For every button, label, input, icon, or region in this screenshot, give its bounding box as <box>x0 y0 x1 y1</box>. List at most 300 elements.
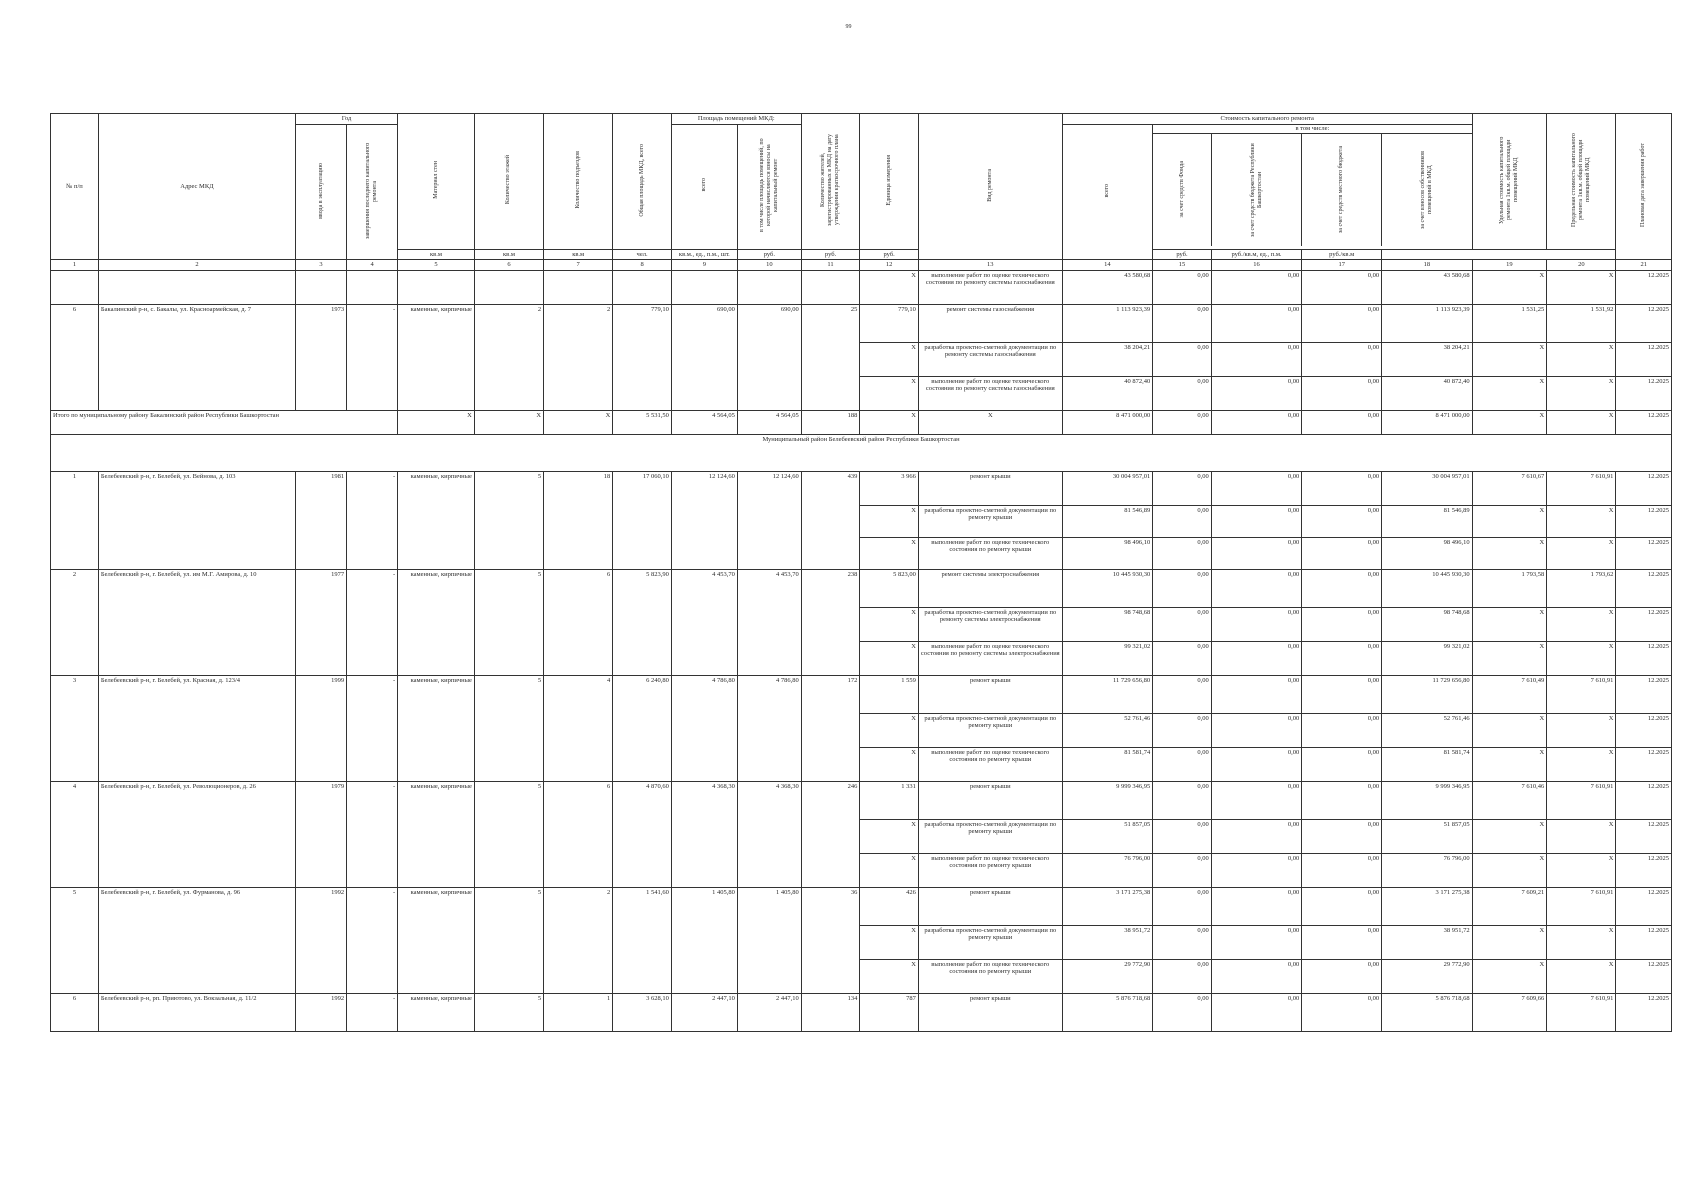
cell-area: 6 240,80 <box>613 675 672 781</box>
cell-fund: 0,00 <box>1153 342 1212 376</box>
total-prem_incl: 4 564,05 <box>737 410 801 434</box>
cell-area: 5 823,90 <box>613 569 672 675</box>
cell-prem-incl: 4 786,80 <box>737 675 801 781</box>
cell-floors: 5 <box>474 675 543 781</box>
cell-material: каменные, кирпичные <box>398 781 475 887</box>
cell-local: 0,00 <box>1302 607 1382 641</box>
cell-republic: 0,00 <box>1211 781 1302 819</box>
table-row <box>51 675 1672 713</box>
cell-num: 1 <box>51 471 99 569</box>
total-spec: X <box>1472 410 1547 434</box>
cell-specific: X <box>1472 376 1547 410</box>
table-row <box>51 887 1672 925</box>
cell-fund: 0,00 <box>1153 993 1212 1031</box>
cell-local: 0,00 <box>1302 993 1382 1031</box>
total-residents: 188 <box>801 410 860 434</box>
cell-residents: 246 <box>801 781 860 887</box>
cell-specific: 7 609,66 <box>1472 993 1547 1031</box>
cell-address: Белебеевский р-н, г. Белебей, ул. им М.Г. Амирова, д. 10 <box>98 569 295 675</box>
col-num: 9 <box>671 260 737 271</box>
cell-republic: 0,00 <box>1211 304 1302 342</box>
hdr-cost-fund: за счет средств Фонда <box>1153 134 1212 246</box>
cell-local: 0,00 <box>1302 959 1382 993</box>
unit-limit: руб./кв.м <box>1302 249 1382 260</box>
cell-republic: 0,00 <box>1211 537 1302 569</box>
hdr-unit: Единица измерения <box>860 114 919 250</box>
cell-material: каменные, кирпичные <box>398 675 475 781</box>
cell-repair-type: выполнение работ по оценке технического состояния по ремонту крыши <box>918 853 1062 887</box>
hdr-specific-cost: Удельная стоимость капитального ремонта 1кв.м. общей площади помещений МКД <box>1472 114 1547 250</box>
cell-total: 76 796,00 <box>1062 853 1153 887</box>
cell-specific: X <box>1472 505 1547 537</box>
hdr-premises-total: всего <box>671 124 737 249</box>
cell-last-repair: - <box>347 569 398 675</box>
cell-limit: 7 610,91 <box>1547 993 1616 1031</box>
unit-residents: чел. <box>613 249 672 260</box>
cell-date: 12.2025 <box>1616 887 1672 925</box>
cell-repair-type: ремонт системы газоснабжения <box>918 304 1062 342</box>
cell-unit: 426 <box>860 887 919 925</box>
cell-date: 12.2025 <box>1616 925 1672 959</box>
cell-fund: 0,00 <box>1153 675 1212 713</box>
total-label: Итого по муниципальному району Бакалинский район Республики Башкортостан <box>51 410 398 434</box>
cell-limit: 1 531,92 <box>1547 304 1616 342</box>
cell-repair-type: выполнение работ по оценке технического состояния по ремонту крыши <box>918 537 1062 569</box>
col-num: 11 <box>801 260 860 271</box>
cell-floors: 5 <box>474 993 543 1031</box>
cell-republic: 0,00 <box>1211 270 1302 304</box>
cell-total: 9 999 346,95 <box>1062 781 1153 819</box>
total-material: X <box>398 410 475 434</box>
cell-fund: 0,00 <box>1153 713 1212 747</box>
cell-local: 0,00 <box>1302 887 1382 925</box>
cell-unit: X <box>860 505 919 537</box>
cell-entrances: 6 <box>544 781 613 887</box>
cell-republic: 0,00 <box>1211 959 1302 993</box>
cell-last-repair: - <box>347 675 398 781</box>
cell-local: 0,00 <box>1302 781 1382 819</box>
cell-local: 0,00 <box>1302 376 1382 410</box>
cell-address: Белебеевский р-н, г. Белебей, ул. Революционеров, д. 26 <box>98 781 295 887</box>
cell-date: 12.2025 <box>1616 641 1672 675</box>
cell-material: каменные, кирпичные <box>398 993 475 1031</box>
hdr-address: Адрес МКД <box>98 114 295 260</box>
cell-owners: 40 872,40 <box>1382 376 1473 410</box>
cell-unit: X <box>860 747 919 781</box>
cell-year: 1992 <box>295 993 346 1031</box>
cell-limit: X <box>1547 270 1616 304</box>
cell-specific: X <box>1472 819 1547 853</box>
unit-area: кв.м <box>398 249 475 260</box>
total-floors: X <box>474 410 543 434</box>
hdr-premises-group: Площадь помещений МКД: <box>671 114 801 125</box>
cell-republic: 0,00 <box>1211 713 1302 747</box>
cell-material: каменные, кирпичные <box>398 569 475 675</box>
cell-repair-type: ремонт крыши <box>918 993 1062 1031</box>
cell-repair-type: выполнение работ по оценке технического состояния по ремонту системы электроснабжения <box>918 641 1062 675</box>
cell-date: 12.2025 <box>1616 747 1672 781</box>
table-body <box>51 270 1672 1031</box>
col-num: 5 <box>398 260 475 271</box>
cell-residents: 439 <box>801 471 860 569</box>
cell-limit: X <box>1547 505 1616 537</box>
cell-limit: 1 793,62 <box>1547 569 1616 607</box>
cell-republic: 0,00 <box>1211 993 1302 1031</box>
col-num: 12 <box>860 260 919 271</box>
cell-specific: X <box>1472 747 1547 781</box>
cell-date: 12.2025 <box>1616 304 1672 342</box>
cell-total: 3 171 275,38 <box>1062 887 1153 925</box>
cell-republic: 0,00 <box>1211 607 1302 641</box>
cell-floors: 5 <box>474 887 543 993</box>
cell-prem-incl: 1 405,80 <box>737 887 801 993</box>
cell-prem-total: 690,00 <box>671 304 737 410</box>
cell-republic: 0,00 <box>1211 342 1302 376</box>
cell-fund: 0,00 <box>1153 747 1212 781</box>
cell-specific: X <box>1472 537 1547 569</box>
total-rep: 0,00 <box>1211 410 1302 434</box>
cell-entrances: 4 <box>544 675 613 781</box>
cell-republic: 0,00 <box>1211 747 1302 781</box>
cell-limit: 7 610,91 <box>1547 675 1616 713</box>
cell-limit: X <box>1547 537 1616 569</box>
col-num: 7 <box>544 260 613 271</box>
cell-local: 0,00 <box>1302 675 1382 713</box>
cell-total: 1 113 923,39 <box>1062 304 1153 342</box>
cell-unit: 787 <box>860 993 919 1031</box>
cell-repair-type: разработка проектно-сметной документации по ремонту крыши <box>918 819 1062 853</box>
cell-date: 12.2025 <box>1616 675 1672 713</box>
cell-local: 0,00 <box>1302 471 1382 505</box>
cell-total: 51 857,05 <box>1062 819 1153 853</box>
cell-fund: 0,00 <box>1153 781 1212 819</box>
cell-owners: 98 748,68 <box>1382 607 1473 641</box>
cell-address: Белебеевский р-н, г. Белебей, ул. Фурманова, д. 96 <box>98 887 295 993</box>
col-num: 10 <box>737 260 801 271</box>
cell-fund: 0,00 <box>1153 537 1212 569</box>
cell-floors: 5 <box>474 471 543 569</box>
cell-repair-type: ремонт крыши <box>918 471 1062 505</box>
cell-unit: X <box>860 959 919 993</box>
cell-last-repair: - <box>347 887 398 993</box>
cell-fund: 0,00 <box>1153 607 1212 641</box>
hdr-num: № п/п <box>51 114 99 260</box>
hdr-year-commission: ввода в эксплуатацию <box>295 124 346 260</box>
page-number: 99 <box>845 24 852 30</box>
cell-local: 0,00 <box>1302 853 1382 887</box>
cell-owners: 5 876 718,68 <box>1382 993 1473 1031</box>
cell-repair-type: разработка проектно-сметной документации по ремонту системы электроснабжения <box>918 607 1062 641</box>
cell-fund: 0,00 <box>1153 641 1212 675</box>
cell-prem-incl: 4 368,30 <box>737 781 801 887</box>
col-num: 20 <box>1547 260 1616 271</box>
cell-limit: 7 610,91 <box>1547 781 1616 819</box>
cell-fund: 0,00 <box>1153 505 1212 537</box>
cell-repair-type: ремонт крыши <box>918 675 1062 713</box>
cell-owners: 30 004 957,01 <box>1382 471 1473 505</box>
column-numbers-row <box>51 260 1672 271</box>
cell-year: 1981 <box>295 471 346 569</box>
cell-unit: X <box>860 819 919 853</box>
cell-local: 0,00 <box>1302 505 1382 537</box>
cell-specific: X <box>1472 270 1547 304</box>
cell-owners: 81 546,89 <box>1382 505 1473 537</box>
unit-owners: руб. <box>1153 249 1212 260</box>
cell-total: 43 580,68 <box>1062 270 1153 304</box>
cell-year: 1977 <box>295 569 346 675</box>
cell-last-repair: - <box>347 304 398 410</box>
col-num: 4 <box>347 260 398 271</box>
cell-date: 12.2025 <box>1616 342 1672 376</box>
cell-repair-type: выполнение работ по оценке технического состояния по ремонту крыши <box>918 959 1062 993</box>
cell-unit: 779,10 <box>860 304 919 342</box>
cell-unit: 1 559 <box>860 675 919 713</box>
unit-prem-total: кв.м <box>474 249 543 260</box>
cell-republic: 0,00 <box>1211 887 1302 925</box>
hdr-including-cell <box>1153 124 1472 249</box>
total-row <box>51 410 1672 434</box>
cell-limit: X <box>1547 853 1616 887</box>
cell-owners: 11 729 656,80 <box>1382 675 1473 713</box>
cell-specific: 7 610,49 <box>1472 675 1547 713</box>
cell-total: 5 876 718,68 <box>1062 993 1153 1031</box>
cell-total: 98 496,10 <box>1062 537 1153 569</box>
hdr-cost-local: за счет средств местного бюджета <box>1302 134 1382 246</box>
repair-plan-table <box>50 113 1672 1032</box>
cell-residents: 172 <box>801 675 860 781</box>
col-num: 17 <box>1302 260 1382 271</box>
cell-address: Бакалинский р-н, с. Бакалы, ул. Красноармейская, д. 7 <box>98 304 295 410</box>
cell-total: 10 445 930,30 <box>1062 569 1153 607</box>
cell-limit: X <box>1547 959 1616 993</box>
cell-material: каменные, кирпичные <box>398 304 475 410</box>
cell-area: 1 541,60 <box>613 887 672 993</box>
cell-republic: 0,00 <box>1211 675 1302 713</box>
cell-date: 12.2025 <box>1616 505 1672 537</box>
unit-prem-incl: кв.м <box>544 249 613 260</box>
col-num: 8 <box>613 260 672 271</box>
hdr-year-last-repair: завершения последнего капитального ремонта <box>347 124 398 260</box>
cell-specific: X <box>1472 713 1547 747</box>
cell-year: 1999 <box>295 675 346 781</box>
col-num: 16 <box>1211 260 1302 271</box>
total-unit: X <box>860 410 919 434</box>
cell-last-repair: - <box>347 781 398 887</box>
cell-num: 4 <box>51 781 99 887</box>
cell-limit: X <box>1547 641 1616 675</box>
cell-entrances: 6 <box>544 569 613 675</box>
cell-num: 2 <box>51 569 99 675</box>
cell-prem-incl: 4 453,70 <box>737 569 801 675</box>
cell-limit: X <box>1547 607 1616 641</box>
cell-total: 38 204,21 <box>1062 342 1153 376</box>
cell-specific: 7 610,67 <box>1472 471 1547 505</box>
hdr-planned-date: Плановая дата завершения работ <box>1616 114 1672 260</box>
cell-local: 0,00 <box>1302 569 1382 607</box>
cell-unit: X <box>860 925 919 959</box>
cell-prem-incl: 690,00 <box>737 304 801 410</box>
cell-date: 12.2025 <box>1616 959 1672 993</box>
cell-date: 12.2025 <box>1616 376 1672 410</box>
cell-owners: 99 321,02 <box>1382 641 1473 675</box>
cell-limit: X <box>1547 819 1616 853</box>
col-num: 15 <box>1153 260 1212 271</box>
hdr-entrances: Количество подъездов <box>544 114 613 250</box>
cell-limit: X <box>1547 376 1616 410</box>
cell-local: 0,00 <box>1302 819 1382 853</box>
hdr-premises-included: в том числе площадь помещений, по которой начисляются взносы на капитальный ремонт <box>737 124 801 249</box>
table-row <box>51 270 1672 304</box>
col-num: 19 <box>1472 260 1547 271</box>
cell-repair-type: разработка проектно-сметной документации по ремонту системы газоснабжения <box>918 342 1062 376</box>
hdr-floors: Количество этажей <box>474 114 543 250</box>
cell-residents: 134 <box>801 993 860 1031</box>
cell-republic: 0,00 <box>1211 641 1302 675</box>
cell-prem-total: 2 447,10 <box>671 993 737 1031</box>
cell-num: 6 <box>51 304 99 410</box>
cell-prem-total: 4 368,30 <box>671 781 737 887</box>
cell-specific: 1 793,58 <box>1472 569 1547 607</box>
hdr-including: в том числе: <box>1153 125 1471 134</box>
cell-owners: 38 951,72 <box>1382 925 1473 959</box>
cell-local: 0,00 <box>1302 713 1382 747</box>
cell-fund: 0,00 <box>1153 925 1212 959</box>
hdr-year-group: Год <box>295 114 397 125</box>
table-row <box>51 569 1672 607</box>
cell-specific: X <box>1472 342 1547 376</box>
cell-num: 6 <box>51 993 99 1031</box>
cell-repair-type: разработка проектно-сметной документации по ремонту крыши <box>918 505 1062 537</box>
cell-material: каменные, кирпичные <box>398 471 475 569</box>
cell-date: 12.2025 <box>1616 607 1672 641</box>
col-num: 14 <box>1062 260 1153 271</box>
col-num: 1 <box>51 260 99 271</box>
unit-fund: руб. <box>737 249 801 260</box>
col-num: 13 <box>918 260 1062 271</box>
cell-total: 52 761,46 <box>1062 713 1153 747</box>
cell-limit: 7 610,91 <box>1547 887 1616 925</box>
cell-repair-type: ремонт системы электроснабжения <box>918 569 1062 607</box>
cell-republic: 0,00 <box>1211 853 1302 887</box>
cell-unit: 5 823,00 <box>860 569 919 607</box>
cell-last-repair: - <box>347 471 398 569</box>
unit-republic: руб. <box>801 249 860 260</box>
cell-fund: 0,00 <box>1153 853 1212 887</box>
cell-specific: 7 610,46 <box>1472 781 1547 819</box>
cell-prem-incl: 12 124,60 <box>737 471 801 569</box>
col-num: 3 <box>295 260 346 271</box>
cell-area: 17 060,10 <box>613 471 672 569</box>
cell-date: 12.2025 <box>1616 569 1672 607</box>
cell-prem-total: 4 453,70 <box>671 569 737 675</box>
cell-area: 3 628,10 <box>613 993 672 1031</box>
cell-republic: 0,00 <box>1211 569 1302 607</box>
cell-unit: X <box>860 641 919 675</box>
cell-repair-type: ремонт крыши <box>918 781 1062 819</box>
unit-unit: кв.м., ед., п.м., шт. <box>671 249 737 260</box>
unit-local: руб. <box>860 249 919 260</box>
cell-repair-type: разработка проектно-сметной документации по ремонту крыши <box>918 925 1062 959</box>
total-area: 5 531,50 <box>613 410 672 434</box>
cell-repair-type: выполнение работ по оценке технического состояния по ремонту крыши <box>918 747 1062 781</box>
cell-repair-type: выполнение работ по оценке технического состояния по ремонту системы газоснабжения <box>918 376 1062 410</box>
cell-date: 12.2025 <box>1616 853 1672 887</box>
cell-fund: 0,00 <box>1153 569 1212 607</box>
cell-owners: 76 796,00 <box>1382 853 1473 887</box>
total-entrances: X <box>544 410 613 434</box>
cell-owners: 81 581,74 <box>1382 747 1473 781</box>
cell-owners: 29 772,90 <box>1382 959 1473 993</box>
cell-owners: 10 445 930,30 <box>1382 569 1473 607</box>
cell-unit: X <box>860 342 919 376</box>
cell-local: 0,00 <box>1302 925 1382 959</box>
cell-date: 12.2025 <box>1616 819 1672 853</box>
cell-year: 1973 <box>295 304 346 410</box>
total-own: 8 471 000,00 <box>1382 410 1473 434</box>
cell-fund: 0,00 <box>1153 959 1212 993</box>
cell-total: 11 729 656,80 <box>1062 675 1153 713</box>
cell-specific: X <box>1472 925 1547 959</box>
cell-date: 12.2025 <box>1616 270 1672 304</box>
cell-repair-type: разработка проектно-сметной документации по ремонту крыши <box>918 713 1062 747</box>
cell-unit: 3 966 <box>860 471 919 505</box>
table-row <box>51 471 1672 505</box>
cell-total: 40 872,40 <box>1062 376 1153 410</box>
cell-residents: 36 <box>801 887 860 993</box>
cell-owners: 52 761,46 <box>1382 713 1473 747</box>
cell-limit: X <box>1547 925 1616 959</box>
cell-owners: 51 857,05 <box>1382 819 1473 853</box>
cell-date: 12.2025 <box>1616 537 1672 569</box>
cell-floors: 5 <box>474 781 543 887</box>
col-num: 2 <box>98 260 295 271</box>
cell-unit: X <box>860 537 919 569</box>
cell-local: 0,00 <box>1302 342 1382 376</box>
hdr-cost-owners: за счет взносов собственников помещений в МКД <box>1419 150 1433 229</box>
cell-num: 5 <box>51 887 99 993</box>
hdr-cost-group: Стоимость капитального ремонта <box>1062 114 1472 125</box>
cell-residents: 25 <box>801 304 860 410</box>
cell-owners: 9 999 346,95 <box>1382 781 1473 819</box>
cell-republic: 0,00 <box>1211 471 1302 505</box>
cell-specific: X <box>1472 959 1547 993</box>
plan-grid <box>50 113 1672 1032</box>
total-local: 0,00 <box>1302 410 1382 434</box>
cell-last-repair: - <box>347 993 398 1031</box>
cell-repair-type: ремонт крыши <box>918 887 1062 925</box>
cell-unit: X <box>860 853 919 887</box>
cell-local: 0,00 <box>1302 270 1382 304</box>
cell-date: 12.2025 <box>1616 713 1672 747</box>
cell-area: 4 870,60 <box>613 781 672 887</box>
col-num: 6 <box>474 260 543 271</box>
table-row <box>51 781 1672 819</box>
cell-num: 3 <box>51 675 99 781</box>
hdr-residents: Количество жителей, зарегистрированных в МКД на дату утверждения краткосрочного плана <box>801 114 860 250</box>
cell-republic: 0,00 <box>1211 819 1302 853</box>
cell-owners: 3 171 275,38 <box>1382 887 1473 925</box>
cell-republic: 0,00 <box>1211 505 1302 537</box>
cell-area: 779,10 <box>613 304 672 410</box>
cell-republic: 0,00 <box>1211 376 1302 410</box>
cell-local: 0,00 <box>1302 537 1382 569</box>
total-date: 12.2025 <box>1616 410 1672 434</box>
cell-entrances: 2 <box>544 304 613 410</box>
cell-limit: 7 610,91 <box>1547 471 1616 505</box>
cell-unit: X <box>860 376 919 410</box>
cell-year: 1992 <box>295 887 346 993</box>
cell-prem-incl: 2 447,10 <box>737 993 801 1031</box>
